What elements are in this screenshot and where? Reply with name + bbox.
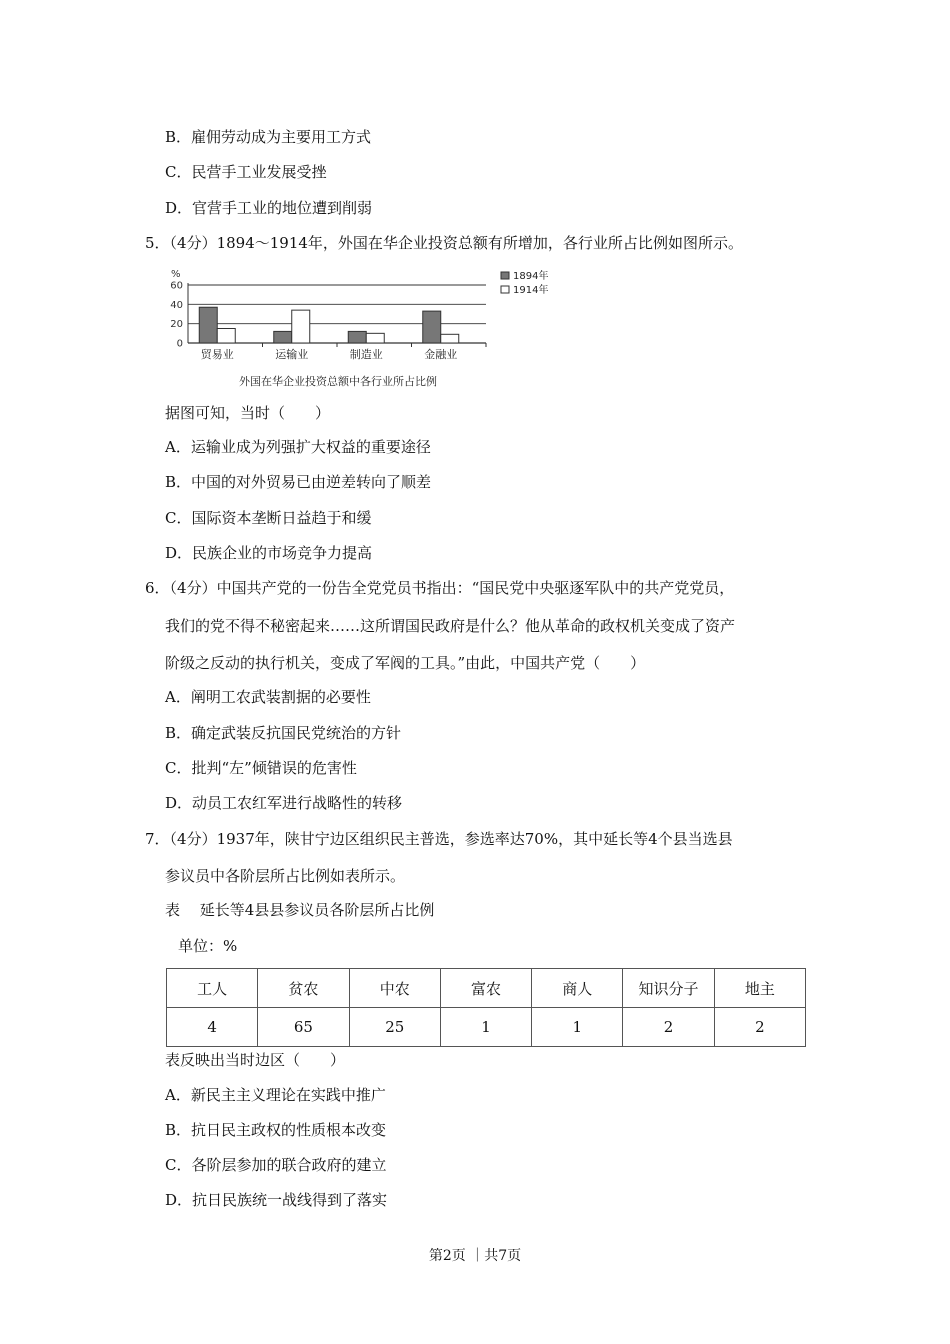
q6-option-a: A．阐明工农武装割据的必要性 [165,688,371,706]
bar-series1 [423,311,441,343]
table-header-cell: 中农 [349,969,440,1008]
q7-option-d: D．抗日民族统一战线得到了落实 [165,1191,388,1209]
table-header-cell: 富农 [440,969,531,1008]
q5-option-b: B．中国的对外贸易已由逆差转向了顺差 [165,473,432,491]
table-cell: 65 [258,1008,349,1047]
q6-option-d: D．动员工农红军进行战略性的转移 [165,794,403,812]
q5-option-c: C．国际资本垄断日益趋于和缓 [165,509,372,527]
legend-label: 1914年 [513,285,549,296]
q5-option-a: A．运输业成为列强扩大权益的重要途径 [165,438,431,456]
q7-stem-line1: 7．（4分）1937年，陕甘宁边区组织民主普选，参选率达70%，其中延长等4个县当选县 [145,830,733,848]
x-tick-label: 运输业 [275,348,309,361]
q7-table-caption: 表 延长等4县县参议员各阶层所占比例 [165,901,435,919]
q4-option-b: B．雇佣劳动成为主要用工方式 [165,128,372,146]
table-cell: 1 [440,1008,531,1047]
x-tick-label: 金融业 [424,348,458,361]
bar-series2 [366,333,384,343]
y-tick-label: 0 [176,338,183,350]
q4-option-c: C．民营手工业发展受挫 [165,163,327,181]
bar-series1 [348,331,366,343]
legend-swatch [501,286,509,293]
q6-option-b: B．确定武装反抗国民党统治的方针 [165,724,402,742]
x-tick-label: 制造业 [349,348,383,361]
q7-table-unit: 单位：% [178,937,238,955]
table-cell: 2 [714,1008,805,1047]
q7-question: 表反映出当时边区（ ） [165,1051,346,1069]
chart-title: 外国在华企业投资总额中各行业所占比例 [239,375,437,388]
y-axis-unit-label: % [171,269,181,280]
q6-option-c: C．批判“左”倾错误的危害性 [165,759,357,777]
table-header-row [167,969,806,1008]
q5-stem: 5．（4分）1894～1914年，外国在华企业投资总额有所增加，各行业所占比例如图所示。 [145,234,743,252]
y-tick-label: 60 [170,280,183,292]
legend-swatch [501,272,509,279]
q6-stem-line2: 我们的党不得不秘密起来……这所谓国民政府是什么？他从革命的政权机关变成了资产 [165,617,736,635]
table-cell: 25 [349,1008,440,1047]
page-footer: 第2页 ｜共7页 [428,1248,522,1264]
bar-series2 [292,310,310,343]
q7-option-a: A．新民主主义理论在实践中推广 [165,1086,386,1104]
bar-series2 [441,334,459,343]
bar-series2 [217,329,235,344]
q5-question: 据图可知，当时（ ） [165,404,331,422]
legend-label: 1894年 [513,271,549,282]
table-cell: 2 [623,1008,714,1047]
q7-data-table [166,968,806,1047]
q4-option-d: D．官营手工业的地位遭到削弱 [165,199,373,217]
q7-stem-line2: 参议员中各阶层所占比例如表所示。 [165,867,406,885]
table-header-cell: 知识分子 [623,969,714,1008]
bar-series1 [199,307,217,343]
q6-stem-line1: 6．（4分）中国共产党的一份告全党党员书指出：“国民党中央驱逐军队中的共产党党员， [145,579,735,597]
y-tick-label: 40 [170,299,183,311]
q7-option-c: C．各阶层参加的联合政府的建立 [165,1156,387,1174]
table-cell: 4 [167,1008,258,1047]
table-header-cell: 工人 [167,969,258,1008]
y-tick-label: 20 [170,319,183,331]
investment-bar-chart [168,263,568,391]
table-header-cell: 商人 [532,969,623,1008]
q5-option-d: D．民族企业的市场竞争力提高 [165,544,373,562]
q7-option-b: B．抗日民主政权的性质根本改变 [165,1121,387,1139]
table-header-cell: 贫农 [258,969,349,1008]
table-header-cell: 地主 [714,969,805,1008]
table-cell: 1 [532,1008,623,1047]
table-row [167,1008,806,1047]
x-tick-label: 贸易业 [200,348,234,361]
q6-stem-line3: 阶级之反动的执行机关，变成了军阀的工具。”由此，中国共产党（ ） [165,654,646,672]
bar-series1 [274,331,292,343]
